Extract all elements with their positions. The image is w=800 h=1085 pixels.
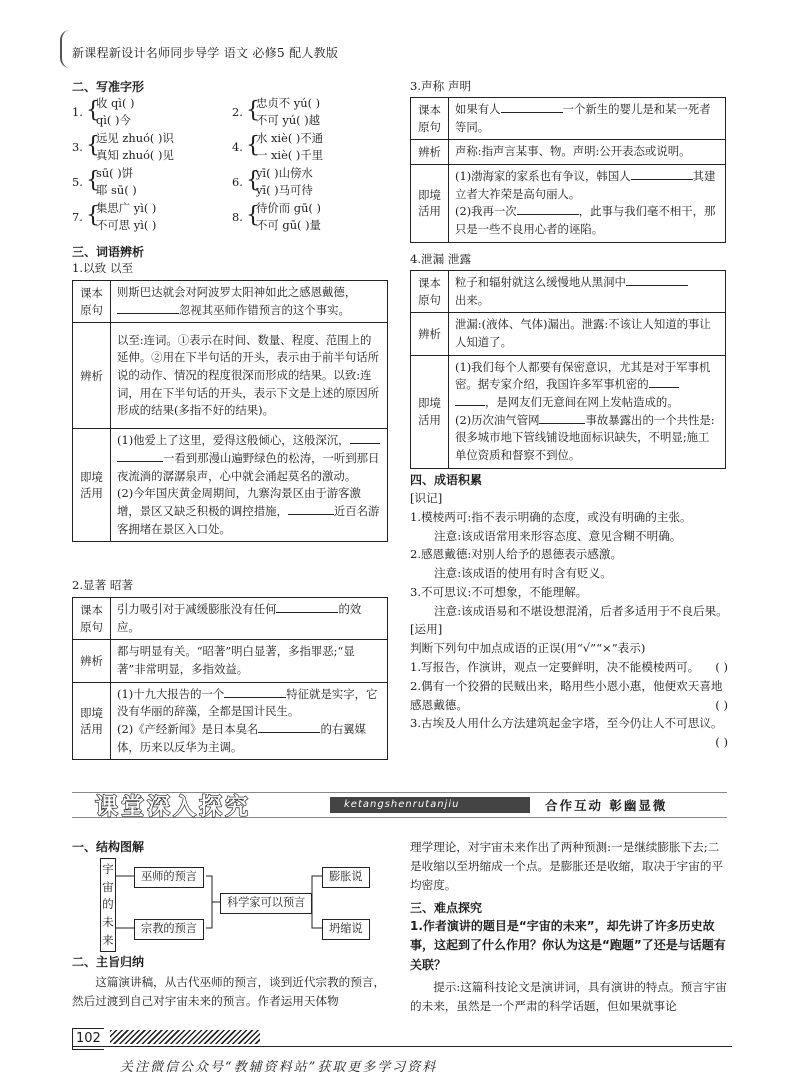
zixing-item	[232, 95, 320, 128]
zixing-item	[72, 165, 137, 198]
blank	[350, 434, 380, 444]
judge-item-3: 3.古埃及人用什么方法建筑起金字塔，至今仍让人不可思议。 ( )	[410, 714, 728, 733]
section-title-chengyu: 四、成语积累	[410, 473, 483, 487]
word-pair-1: 1.以致 以至	[72, 261, 134, 275]
footer-rule	[72, 1046, 732, 1047]
label-analysis: 辨析	[411, 313, 449, 355]
judge-item-2: 2.偶有一个狡猾的民贼出来，略用些小恩小惠，他便欢天喜地感恩戴德。 ( )	[410, 677, 728, 715]
brace-icon: {	[86, 98, 100, 123]
label-original: 课本原句	[411, 271, 449, 313]
usage-1-cont: 一看到那漫山遍野绿色的松涛，一听到那日夜流淌的潺潺泉声，心中就会涌起莫名的激动。	[117, 451, 380, 483]
line-b: 不可思 yì( )	[96, 217, 157, 232]
blank	[649, 378, 679, 388]
label-analysis: 辨析	[73, 640, 111, 682]
word-table-3	[410, 97, 726, 243]
box-science-prophecy: 科学家可以预言	[220, 893, 312, 914]
judge-instruction: 判断下列句中加点成语的正误(用“√”“×”表示)	[410, 641, 646, 656]
answer-paren[interactable]: ( )	[715, 660, 728, 675]
judge-item-1: 1.写报告，作演讲，观点一定要鲜明，决不能模棱两可。 ( )	[410, 658, 728, 677]
line-b: yī( )马可待	[256, 182, 313, 197]
zixing-item	[232, 165, 313, 198]
vertical-title: 宇 宙 的 未 来	[102, 862, 114, 947]
original-sentence-cont: 的效应。	[117, 602, 362, 634]
word-pair-3: 3.声称 声明	[410, 79, 472, 93]
box-collapse: 坍缩说	[322, 919, 370, 940]
item-number: 8.	[232, 210, 243, 224]
line-a: yī( )山傍水	[256, 166, 313, 180]
section-title-cibian: 三、词语辨析	[72, 245, 145, 259]
word-pair-2: 2.显著 昭著	[72, 578, 134, 592]
idiom-1-note: 注意:该成语常用来形容态度、意见含糊不明确。	[434, 528, 682, 543]
theme-paragraph: 这篇演讲稿，从古代巫师的预言，谈到近代宗教的预言，然后过渡到自己对宇宙未来的预言。作者运用天体物	[72, 975, 386, 1008]
page-decoration	[110, 1030, 260, 1044]
label-usage: 即境活用	[411, 355, 449, 468]
item-number: 3.	[72, 140, 83, 154]
label-usage: 即境活用	[73, 682, 111, 760]
blank	[117, 452, 163, 462]
line-a: 收 qì( )	[96, 96, 135, 110]
usage-2: (2)历次油气管网	[455, 412, 540, 427]
usage-1-cont: ，是网友们无意间在网上发帖造成的。	[485, 395, 679, 410]
blank	[117, 304, 179, 314]
line-a: 忠贞不 yú( )	[256, 96, 321, 110]
original-sentence: 如果有人	[455, 102, 501, 116]
usage-2-cont: 的右翼媒体，历来以反华为主调。	[117, 722, 367, 754]
idiom-3: 3.不可思议:不可想象，不能理解。	[410, 584, 588, 599]
usage-1: (1)他爱上了这里，爱得这般倾心，这般深沉，	[117, 433, 350, 448]
usage-1: (1)我们每个人都要有保密意识，尤其是对于军事机密。据专家介绍，我国许多军事机密的	[455, 359, 711, 392]
usage-1: (1)渤海家的家系也有争议，韩国人	[455, 169, 631, 184]
idiom-3-note: 注意:该成语易和不堪设想混淆，后者多适用于不良后果。	[434, 603, 728, 618]
answer-paren[interactable]: ( )	[715, 735, 728, 750]
usage-2: (2)《产经新闻》是日本臭名	[117, 722, 259, 737]
line-b: 一 xiè( )千里	[256, 147, 324, 162]
line-a: 远见 zhuó( )识	[96, 131, 174, 145]
line-a: 水 xiè( )不通	[256, 131, 324, 145]
usage-2-cont: ，此事与我们毫不相干，那只是一些不良用心者的诬陷。	[455, 204, 716, 237]
original-sentence-cont: 一个新生的婴儿是和某一死者等同。	[455, 102, 711, 134]
label-original: 课本原句	[73, 598, 111, 640]
brace-icon: {	[246, 168, 260, 193]
answer-paren[interactable]: ( )	[715, 697, 728, 712]
item-number: 5.	[72, 175, 83, 189]
brace-icon: {	[246, 133, 260, 158]
diagram-root	[100, 858, 116, 952]
line-a: 集思广 yì( )	[96, 201, 157, 215]
blank	[288, 505, 334, 515]
idiom-2-note: 注意:该成语的使用有时含有贬义。	[434, 566, 612, 581]
brace-icon: {	[246, 203, 260, 228]
zixing-item	[72, 200, 156, 233]
idiom-1: 1.模棱两可:指不表示明确的态度，或没有明确的主张。	[410, 509, 692, 524]
theme-paragraph-cont: 理学理论，对宇宙未来作出了两种预测:一是继续膨胀下去;二是收缩以至坍缩成一个点。是膨胀还是收缩，取决于宇宙的平均密度。	[410, 840, 724, 892]
zixing-item	[232, 130, 323, 163]
blank	[258, 723, 320, 733]
item-number: 1.	[72, 105, 83, 119]
item-number: 4.	[232, 140, 243, 154]
item-number: 2.	[232, 105, 243, 119]
running-header: 新课程新设计名师同步导学 语文 必修5 配人教版	[72, 46, 339, 60]
blank	[455, 396, 485, 406]
original-sentence: 则斯巴达就会对阿波罗太阳神如此之感恩戴德，	[117, 285, 357, 299]
word-table-2	[72, 597, 388, 760]
zixing-item	[72, 95, 134, 128]
question-1: 1.作者演讲的题目是“宇宙的未来”，却先讲了许多历史故事，这起到了什么作用？你认为这是“跑题”了还是与话题有关联？	[410, 919, 726, 972]
label-usage: 即境活用	[411, 165, 449, 243]
banner-slogan: 合作互动 彰幽显微	[545, 798, 668, 813]
section-title-structure: 一、结构图解	[72, 840, 145, 854]
box-expansion: 膨胀说	[322, 867, 370, 888]
usage-1: (1)十九大报告的一个	[117, 686, 225, 701]
section-title-difficulty: 三、难点探究	[410, 901, 483, 915]
brace-icon: {	[86, 133, 100, 158]
section-title-zixing: 二、写准字形	[72, 80, 145, 94]
page-number: 102	[72, 1028, 104, 1050]
banner-title: 课堂深入探究	[95, 794, 251, 820]
line-b: qì( )今	[96, 112, 131, 127]
footer-text: 关注微信公众号“教辅资料站”获取更多学习资料	[120, 1060, 438, 1075]
analysis-text: 都与明显有关。“昭著”明白显著，多指罪恶;“显著”非常明显，多指效益。	[111, 640, 388, 682]
blank	[631, 170, 693, 180]
word-pair-4: 4.泄漏 泄露	[410, 252, 472, 266]
usage-1-cont: 其建立者大祚荣是高句丽人。	[455, 169, 716, 201]
usage-2-cont: 事故暴露出的一个共性是:很多城市地下管线铺设地面标识缺失，不明显;施工单位资质和督察不到位。	[455, 412, 715, 463]
blank	[501, 103, 563, 113]
label-original: 课本原句	[411, 98, 449, 140]
item-number: 6.	[232, 175, 243, 189]
tips-paragraph: 提示:这篇科技论文是演讲词，具有演讲的特点。预言宇宙的未来，虽然是一个严肃的科学话题，但如果就事论	[410, 980, 727, 1013]
analysis-text: 以至:连词。①表示在时间、数量、程度、范围上的延伸。②用在下半句话的开头，表示由于前半句话所说的动作、情况的程度很深而形成的结果。以致:连词，用在下半句话的开头，表示下文是上述的原因所形成的结果(多指不好的结果)。	[111, 323, 388, 429]
zixing-item	[232, 200, 321, 233]
analysis-text: 泄漏:(液体、气体)漏出。泄露:不该让人知道的事让人知道了。	[449, 313, 726, 355]
brace-icon: {	[86, 168, 100, 193]
usage-1-cont: 特征就是实字，它没有华丽的辞藻，全都是国计民生。	[117, 686, 378, 719]
zixing-item	[72, 130, 174, 163]
line-b: 耶 sū( )	[96, 182, 137, 197]
chengyu-list	[410, 489, 728, 752]
blank	[626, 276, 688, 286]
label-analysis: 辨析	[411, 140, 449, 165]
box-religion-prophecy: 宗教的预言	[134, 919, 204, 940]
item-number: 7.	[72, 210, 83, 224]
banner-pinyin: ketangshenrutanjiu	[330, 797, 530, 813]
word-table-4	[410, 270, 726, 469]
idiom-2: 2.感恩戴德:对别人给予的恩德表示感激。	[410, 547, 623, 562]
brace-icon: {	[246, 98, 260, 123]
blank	[539, 414, 585, 424]
blank	[517, 205, 579, 215]
word-table-1	[72, 280, 388, 542]
line-b: 不可 gū( )量	[256, 217, 321, 232]
tag-shiji: [识记]	[410, 491, 443, 505]
line-b: 真知 zhuó( )见	[96, 147, 174, 162]
original-sentence-cont: 忽视其巫师作错预言的这个事实。	[179, 302, 350, 317]
label-usage: 即境活用	[73, 429, 111, 542]
blank	[224, 688, 286, 698]
tag-yunyong: [运用]	[410, 622, 443, 637]
original-sentence: 引力吸引对于减缓膨胀没有任何	[117, 602, 277, 616]
analysis-text: 声称:指声言某事、物。声明:公开表态或说明。	[449, 140, 726, 165]
label-analysis: 辨析	[73, 323, 111, 429]
box-wizard-prophecy: 巫师的预言	[134, 867, 204, 888]
original-sentence-cont: 出来。	[455, 292, 490, 307]
line-a: sū( )饼	[96, 166, 134, 180]
line-a: 待价而 gū( )	[256, 201, 321, 215]
section-title-theme: 二、主旨归纳	[72, 955, 145, 969]
usage-2: (2)今年国庆黄金周期间，九寨沟景区由于游客激增，景区又缺乏积极的调控措施，	[117, 486, 361, 519]
brace-icon: {	[86, 203, 100, 228]
usage-2-cont: 近百名游客拥堵在景区入口处。	[117, 504, 380, 536]
label-original: 课本原句	[73, 281, 111, 323]
usage-2: (2)我再一次	[455, 204, 517, 219]
line-b: 不可 yú( )越	[256, 112, 321, 127]
original-sentence: 粒子和辐射就这么缓慢地从黑洞中	[455, 275, 626, 289]
blank	[276, 603, 338, 613]
